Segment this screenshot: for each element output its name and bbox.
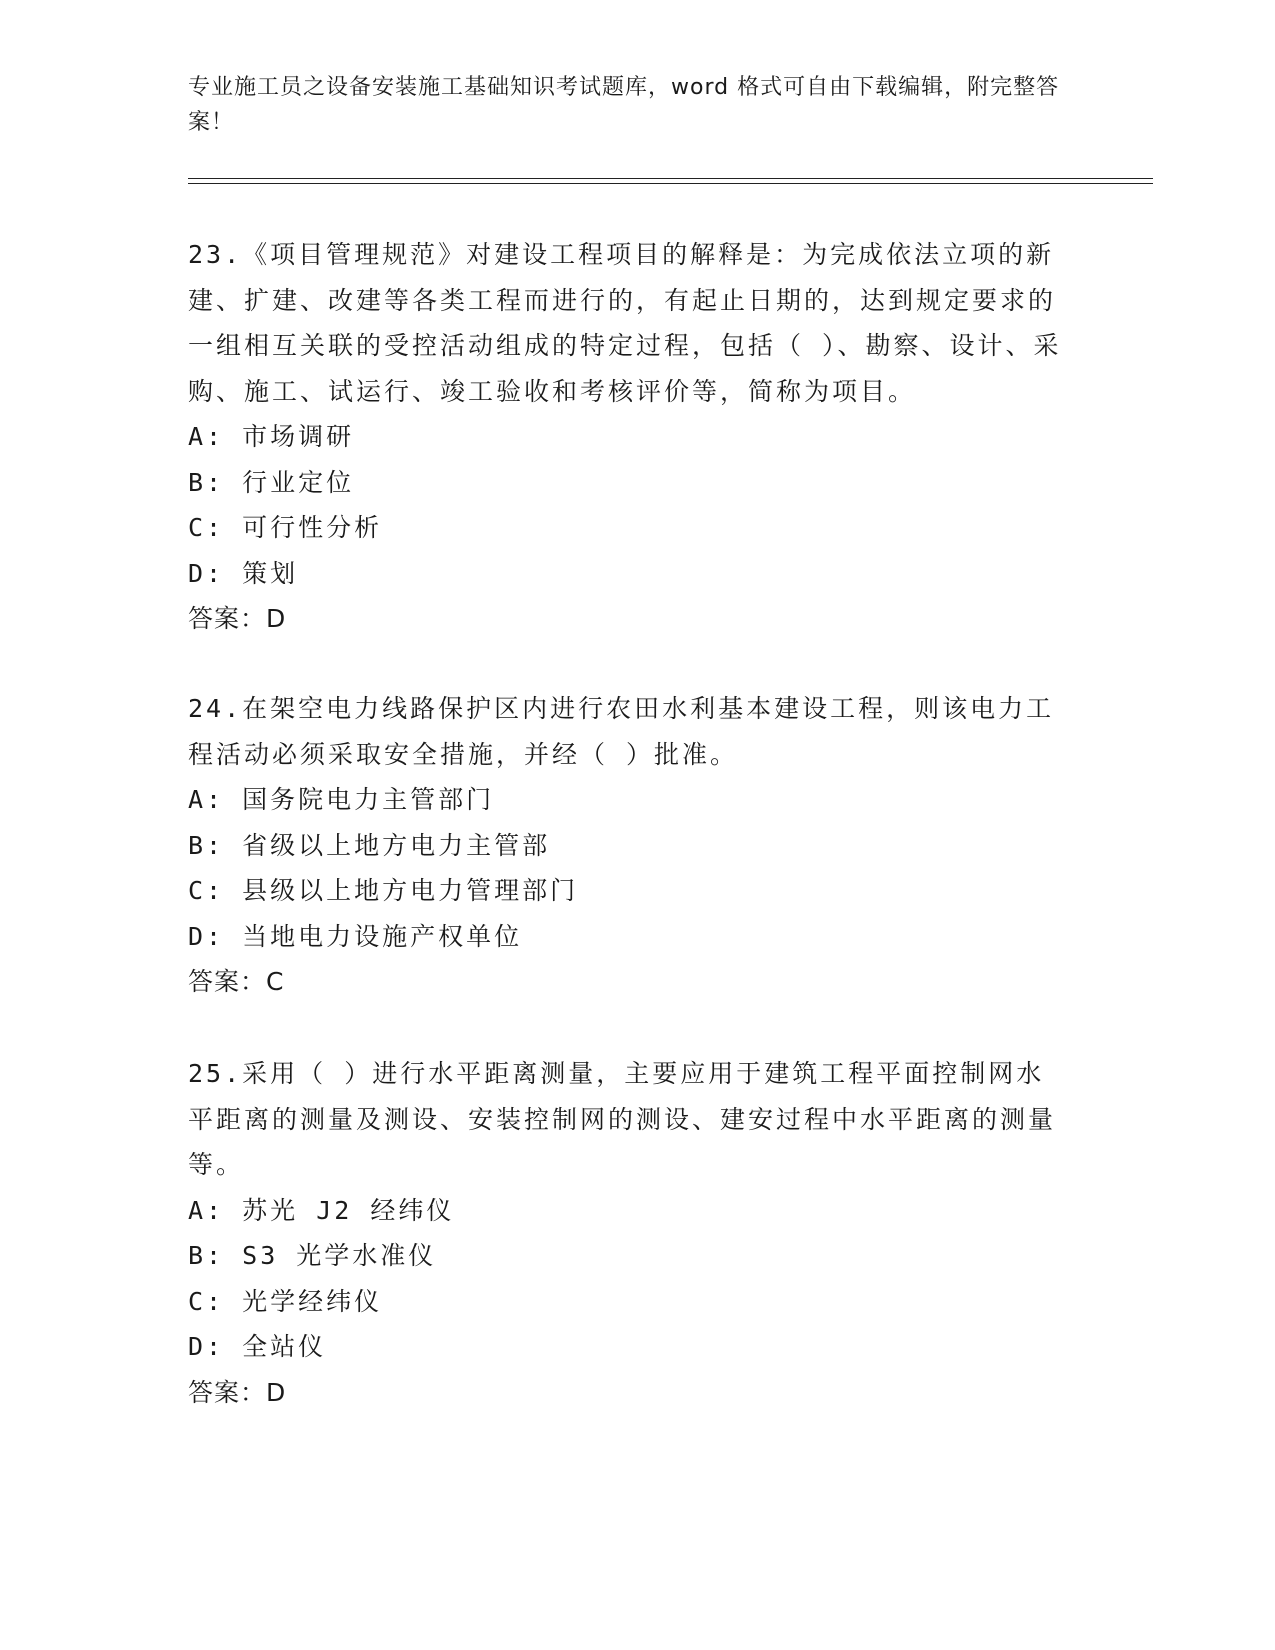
option-d: D: 全站仪 (188, 1332, 327, 1361)
option-d: D: 策划 (188, 558, 299, 588)
option-b: B: 省级以上地方电力主管部 (188, 830, 551, 860)
option-a: A: 苏光 J2 经纬仪 (188, 1195, 455, 1225)
question-24 (188, 686, 1068, 1005)
question-text: 23.《项目管理规范》对建设工程项目的解释是：为完成依法立项的新建、扩建、改建等各类工程而进行的，有起止日期的，达到规定要求的一组相互关联的受控活动组成的特定过程，包括（ ）、勘察、设计、采购、施工、试运行、竣工验收和考核评价等，简称为项目。 (188, 240, 1062, 406)
option-b: B: 行业定位 (188, 467, 355, 497)
option-c: C: 可行性分析 (188, 513, 383, 542)
question-23 (188, 232, 1068, 642)
option-a: A: 国务院电力主管部门 (188, 785, 495, 814)
header-rule-bottom (188, 183, 1153, 184)
header-rule-top (188, 178, 1153, 179)
question-text: 25.采用（ ）进行水平距离测量，主要应用于建筑工程平面控制网水平距离的测量及测设、安装控制网的测设、建安过程中水平距离的测量等。 (188, 1059, 1057, 1179)
answer: 答案：D (188, 1377, 287, 1407)
option-d: D: 当地电力设施产权单位 (188, 921, 523, 951)
question-text: 24.在架空电力线路保护区内进行农田水利基本建设工程，则该电力工程活动必须采取安全措施，并经（ ）批准。 (188, 694, 1055, 769)
option-c: C: 光学经纬仪 (188, 1286, 383, 1316)
option-b: B: S3 光学水准仪 (188, 1241, 437, 1270)
answer: 答案：C (188, 967, 285, 996)
document-header: 专业施工员之设备安装施工基础知识考试题库，word 格式可自由下载编辑，附完整答案！ (188, 75, 1060, 135)
option-a: A: 市场调研 (188, 422, 355, 451)
answer: 答案：D (188, 604, 287, 633)
question-25 (188, 1051, 1068, 1415)
option-c: C: 县级以上地方电力管理部门 (188, 876, 579, 905)
